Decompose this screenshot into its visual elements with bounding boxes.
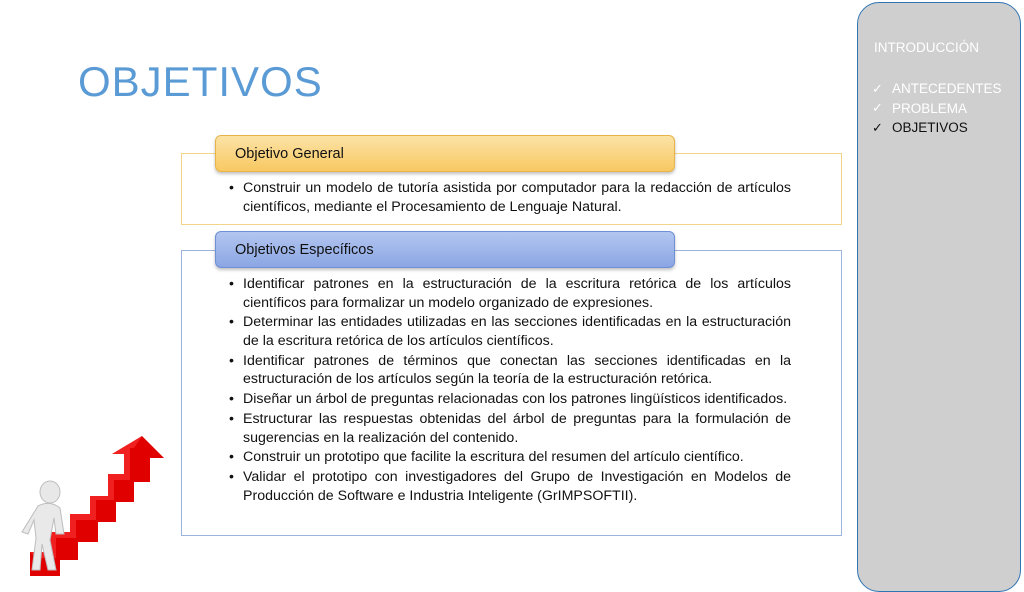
stairs-illustration xyxy=(0,430,175,576)
list-item: • Identificar patrones en la estructuración de la escritura retórica de los artículos científicos para formalizar un modelo organizado de expresiones. xyxy=(228,275,791,312)
list-item: • Construir un modelo de tutoría asistida por computador para la redacción de artículos científicos, mediante el Procesamiento de Lenguaje Natural. xyxy=(228,179,791,216)
list-item: • Validar el prototipo con investigadores del Grupo de Investigación en Modelos de Producción de Software e Industria Inteligente (GrIMPSOFTII). xyxy=(228,468,791,505)
general-objective-heading: Objetivo General xyxy=(215,135,675,172)
specific-objectives-list xyxy=(228,275,791,506)
nav-item-objetivos[interactable] xyxy=(872,118,1002,138)
nav-heading[interactable]: INTRODUCCIÓN xyxy=(874,40,979,55)
nav-item-label: OBJETIVOS xyxy=(892,120,968,136)
list-item: • Diseñar un árbol de preguntas relacionadas con los patrones lingüísticos identificados. xyxy=(228,390,791,409)
nav-list xyxy=(872,79,1002,138)
list-item: • Identificar patrones de términos que conectan las secciones identificadas en la estructuración de los artículos según la teoría de la estructuración retórica. xyxy=(228,352,791,389)
nav-item-antecedentes[interactable] xyxy=(872,79,1002,99)
specific-objectives-heading: Objetivos Específicos xyxy=(215,231,675,268)
list-item: • Determinar las entidades utilizadas en las secciones identificadas en la estructuración de la escritura retórica de los artículos científicos. xyxy=(228,313,791,350)
nav-item-label: ANTECEDENTES xyxy=(892,81,1002,97)
check-icon: ✓ xyxy=(872,80,883,96)
nav-item-problema[interactable] xyxy=(872,99,1002,119)
check-icon: ✓ xyxy=(872,100,883,116)
nav-item-label: PROBLEMA xyxy=(892,100,968,116)
list-item: • Estructurar las respuestas obtenidas del árbol de preguntas para la formulación de sugerencias en la realización del contenido. xyxy=(228,410,791,447)
general-objective-list xyxy=(228,179,791,216)
slide-title: OBJETIVOS xyxy=(78,58,323,105)
section-nav-panel xyxy=(857,2,1021,592)
check-icon: ✓ xyxy=(872,119,883,135)
list-item: • Construir un prototipo que facilite la escritura del resumen del artículo científico. xyxy=(228,448,791,467)
